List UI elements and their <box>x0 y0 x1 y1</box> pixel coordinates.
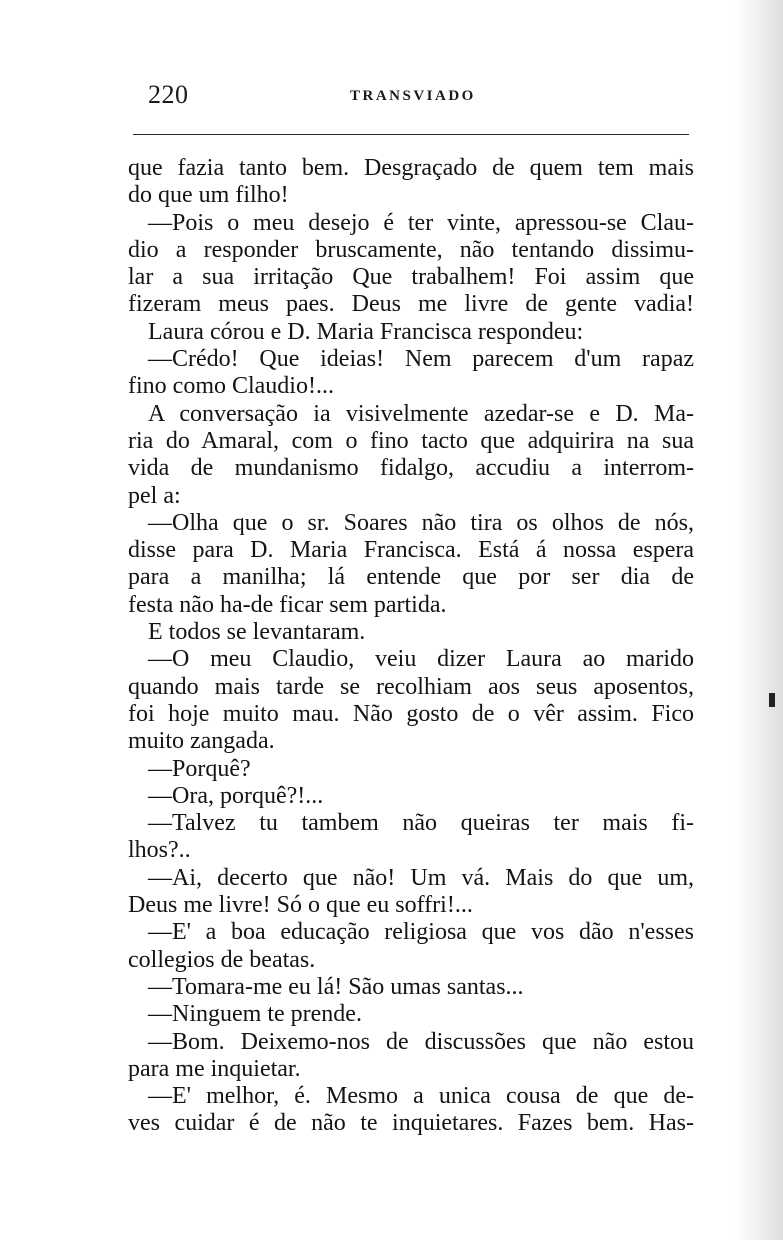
text-line: fizeram meus paes. Deus me livre de gente vadia! <box>128 291 694 318</box>
text-line: —Ai, decerto que não! Um vá. Mais do que um, <box>148 864 694 891</box>
text-line: —Tomara-me eu lá! São umas santas... <box>148 973 524 1000</box>
text-line: ria do Amaral, com o fino tacto que adquirira na sua <box>128 427 694 454</box>
text-line: Deus me livre! Só o que eu soffri!... <box>128 892 473 919</box>
text-line: —Crédo! Que ideias! Nem parecem d'um rapaz <box>148 346 694 373</box>
text-line: foi hoje muito mau. Não gosto de o vêr assim. Fico <box>128 700 694 727</box>
text-line: —O meu Claudio, veiu dizer Laura ao marido <box>148 646 694 673</box>
text-line: muito zangada. <box>128 728 275 755</box>
text-line: E todos se levantaram. <box>148 619 366 646</box>
text-line: que fazia tanto bem. Desgraçado de quem tem mais <box>128 155 694 181</box>
text-line: lhos?.. <box>128 837 191 864</box>
text-line: Laura córou e D. Maria Francisca respondeu: <box>148 318 584 345</box>
text-line: A conversação ia visivelmente azedar-se e D. Ma- <box>148 400 694 427</box>
text-line: —Porquê? <box>148 755 251 782</box>
text-line: —E' a boa educação religiosa que vos dão n'esses <box>148 919 694 946</box>
text-line: do que um filho! <box>128 182 289 209</box>
text-line: pel a: <box>128 482 181 509</box>
header-rule <box>133 134 689 135</box>
page-header <box>140 80 700 112</box>
text-line: collegios de beatas. <box>128 946 316 973</box>
text-line: quando mais tarde se recolhiam aos seus aposentos, <box>128 673 694 700</box>
page-number: 220 <box>148 80 189 109</box>
text-line: fino como Claudio!... <box>128 373 334 400</box>
text-line: para a manilha; lá entende que por ser dia de <box>128 564 694 591</box>
text-line: vida de mundanismo fidalgo, accudiu a interrom- <box>128 455 694 482</box>
text-line: para me inquietar. <box>128 1055 301 1082</box>
text-line: —E' melhor, é. Mesmo a unica cousa de que de- <box>148 1083 694 1110</box>
body-text <box>128 155 694 1138</box>
text-line: disse para D. Maria Francisca. Está á nossa espera <box>128 537 694 564</box>
running-title: TRANSVIADO <box>350 88 476 104</box>
text-line: —Olha que o sr. Soares não tira os olhos de nós, <box>148 509 694 536</box>
text-line: —Ora, porquê?!... <box>148 782 324 809</box>
text-line: festa não ha-de ficar sem partida. <box>128 591 447 618</box>
edge-mark <box>769 693 775 707</box>
text-line: dio a responder bruscamente, não tentando dissimu- <box>128 236 694 263</box>
page-edge-shadow <box>735 0 783 1240</box>
text-line: —Pois o meu desejo é ter vinte, apressou-se Clau- <box>148 209 694 236</box>
text-line: —Bom. Deixemo-nos de discussões que não estou <box>148 1028 694 1055</box>
text-line: —Ninguem te prende. <box>148 1001 362 1028</box>
text-line: —Talvez tu tambem não queiras ter mais fi- <box>148 810 694 837</box>
text-line: lar a sua irritação Que trabalhem! Foi assim que <box>128 264 694 291</box>
text-line: ves cuidar é de não te inquietares. Fazes bem. Has- <box>128 1110 694 1137</box>
